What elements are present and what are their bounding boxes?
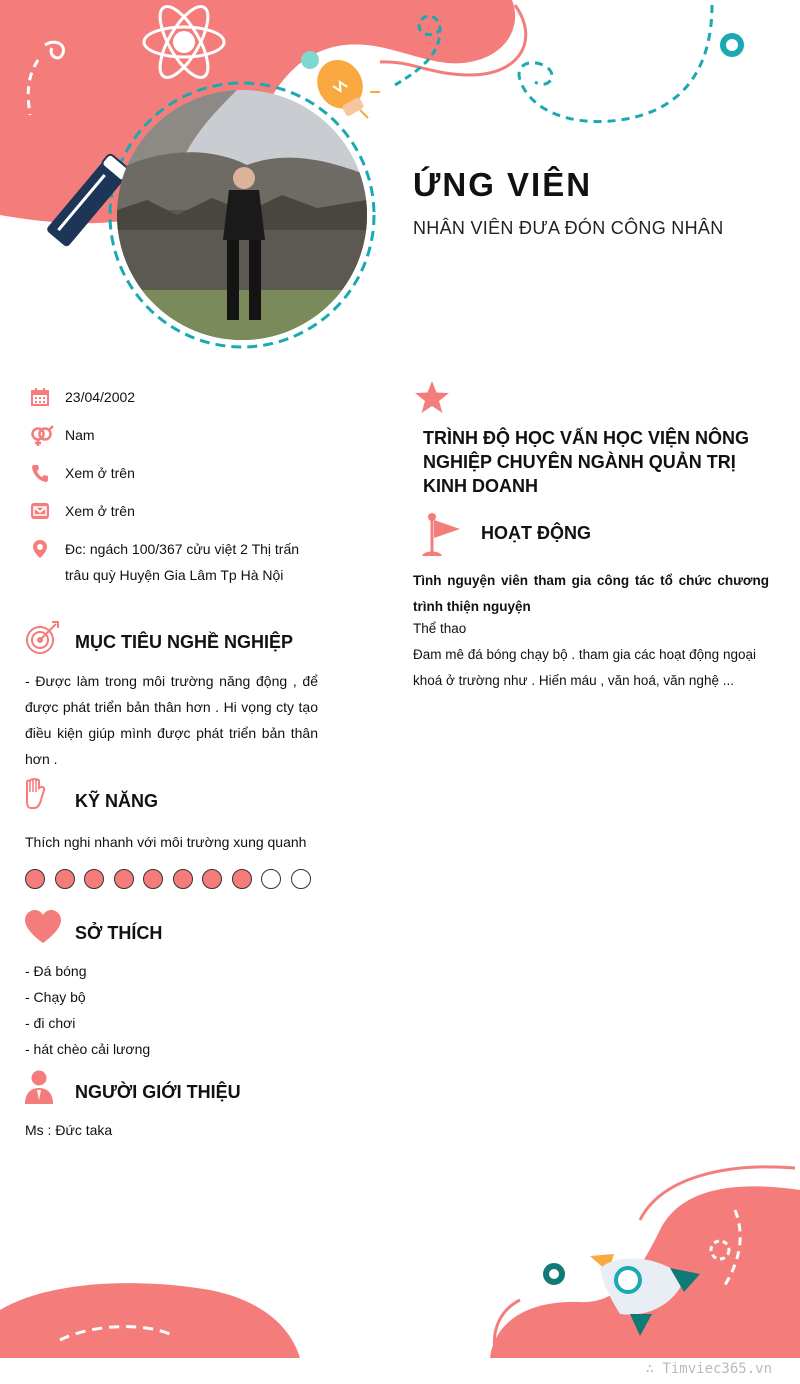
address-line-2: trâu quỳ Huyện Gia Lâm Tp Hà Nội — [65, 567, 284, 583]
activity-line-1: Thể thao — [413, 621, 467, 636]
hobby-item: - Đá bóng — [25, 963, 87, 979]
photo-image — [117, 90, 367, 340]
candidate-photo — [117, 90, 367, 340]
skill-rating-dot — [232, 869, 252, 889]
phone-icon — [30, 463, 50, 483]
skill-item: Thích nghi nhanh với môi trường xung quanh — [25, 834, 307, 850]
candidate-name: ỨNG VIÊN — [413, 166, 593, 203]
rocket-icon — [580, 1248, 710, 1338]
contact-address — [30, 536, 330, 588]
contact-gender — [30, 422, 330, 448]
hobbies-title: SỞ THÍCH — [75, 923, 163, 943]
activity-line-2: Đam mê đá bóng chạy bộ . tham gia các hoạt động ngoại khoá ở trường như . Hiến máu , văn hoá, văn nghệ ... — [413, 647, 756, 688]
gender-value: Nam — [65, 427, 95, 443]
skill-rating-dot — [261, 869, 281, 889]
contact-birthday — [30, 384, 330, 410]
hobby-item: - Chạy bộ — [25, 989, 86, 1005]
skill-rating-dot — [84, 869, 104, 889]
objective-title: MỤC TIÊU NGHỀ NGHIỆP — [75, 632, 294, 652]
location-icon — [30, 539, 50, 559]
education-text: TRÌNH ĐỘ HỌC VẤN HỌC VIỆN NÔNG NGHIỆP CHUYÊN NGÀNH QUẢN TRỊ KINH DOANH — [423, 428, 750, 496]
skill-rating-dot — [25, 869, 45, 889]
activities-title: HOẠT ĐỘNG — [481, 523, 591, 543]
flag-icon — [420, 512, 464, 558]
target-icon — [24, 620, 60, 656]
hand-icon — [24, 778, 48, 812]
skill-rating-dot — [291, 869, 311, 889]
objective-text: - Được làm trong môi trường năng động , để được phát triển bản thân hơn . Hi vọng cty tạo điều kiện giúp mình được phát triển bản thân hơn . — [25, 673, 318, 767]
hobby-item: - đi chơi — [25, 1015, 76, 1031]
email-value: Xem ở trên — [65, 503, 135, 519]
referral-text: Ms : Đức taka — [25, 1122, 113, 1138]
contact-email — [30, 498, 330, 524]
watermark: ∴ Timviec365.vn — [645, 1361, 772, 1377]
skill-rating — [25, 869, 325, 891]
contact-phone — [30, 460, 330, 486]
skill-rating-dot — [55, 869, 75, 889]
email-icon — [30, 501, 50, 521]
skill-rating-dot — [202, 869, 222, 889]
activity-heading: Tình nguyện viên tham gia công tác tổ chức chương trình thiện nguyện — [413, 573, 769, 614]
hobby-item: - hát chèo cải lương — [25, 1041, 151, 1057]
gender-icon — [30, 425, 54, 447]
heart-icon — [24, 910, 62, 944]
skills-title: KỸ NĂNG — [75, 791, 159, 811]
skill-rating-dot — [143, 869, 163, 889]
skill-rating-dot — [114, 869, 134, 889]
star-icon — [414, 380, 450, 414]
referral-title: NGƯỜI GIỚI THIỆU — [75, 1082, 241, 1102]
person-icon — [24, 1070, 54, 1104]
address-line-1: Đc: ngách 100/367 cửu việt 2 Thị trấn — [65, 541, 300, 557]
skill-rating-dot — [173, 869, 193, 889]
birthday-value: 23/04/2002 — [65, 389, 136, 405]
candidate-position: NHÂN VIÊN ĐƯA ĐÓN CÔNG NHÂN — [413, 218, 724, 238]
atom-icon — [140, 2, 228, 84]
phone-value: Xem ở trên — [65, 465, 135, 481]
calendar-icon — [30, 387, 50, 407]
